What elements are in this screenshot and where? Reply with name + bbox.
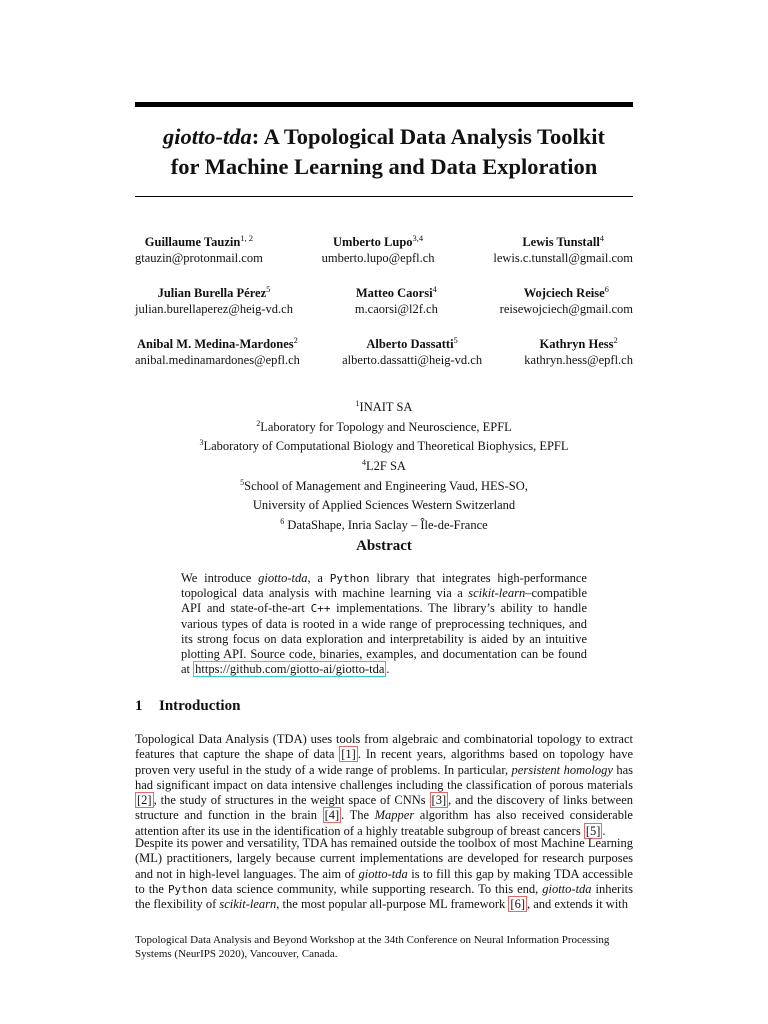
section-heading: 1 Introduction <box>135 698 241 714</box>
title-bottom-rule <box>135 196 633 197</box>
author-email[interactable]: gtauzin@protonmail.com <box>135 251 263 266</box>
citation-link[interactable]: [4] <box>324 808 340 823</box>
paper-title: giotto-tda: A Topological Data Analysis Toolkit for Machine Learning and Data Exploration <box>163 124 605 179</box>
intro-paragraph-1: Topological Data Analysis (TDA) uses tools from algebraic and combinatorial topology to extract features that capture the shape of data [1] . In recent years, algorithms based on topology have proven very useful in the study of a wide range of problems. In particular, persistent homology has had significant impact on data intensive challenges including the classification of porous materials [2] , the study of structures in the weight space of CNNs [3] , and the discovery of links between structure and function in the brain [4] . The Mapper algorithm has also received considerable attention after its use in the identification of a highly treatable subgroup of breast cancers [5] . <box>135 732 633 838</box>
github-link[interactable]: https://github.com/giotto-ai/giotto-tda <box>195 662 385 677</box>
citation-link[interactable]: [5] <box>585 823 601 838</box>
author: Lewis Tunstall$^4$ lewis.c.tunstall@gmail.com <box>493 233 633 266</box>
abstract-heading: Abstract <box>356 538 412 554</box>
affiliations <box>135 396 633 534</box>
author-email[interactable]: lewis.c.tunstall@gmail.com <box>493 251 633 266</box>
author: Kathryn Hess$^2$ kathryn.hess@epfl.ch <box>524 335 633 368</box>
author: Alberto Dassatti$^5$ alberto.dassatti@heig-vd.ch <box>342 335 483 368</box>
abstract-text: We introduce giotto-tda, a Python library that integrates high-performance topological data analysis with machine learning via a scikit-learn–compatible API and state-of-the-art C++ implementations. The library’s ability to handle various types of data is rooted in a wide range of preprocessing techniques, and its strong focus on data exploration and interpretability is aided by an intuitive plotting API. Source code, binaries, examples, and documentation can be found at https://github.com/giotto-ai/giotto-tda . <box>181 571 587 677</box>
author-email[interactable]: m.caorsi@l2f.ch <box>354 302 438 317</box>
author: Umberto Lupo$^{3,4}$ umberto.lupo@epfl.ch <box>321 233 435 266</box>
citation-link[interactable]: [1] <box>341 747 356 762</box>
author-email[interactable]: kathryn.hess@epfl.ch <box>524 353 633 368</box>
author-email[interactable]: alberto.dassatti@heig-vd.ch <box>342 353 483 368</box>
author: Guillaume Tauzin$^{1, 2}$ gtauzin@protonmail.com <box>135 233 263 266</box>
affiliation: $^3$Laboratory of Computational Biology and Theoretical Biophysics, EPFL <box>199 438 569 454</box>
citation-link[interactable]: [6] <box>510 897 525 912</box>
author-block <box>135 230 633 383</box>
author-email[interactable]: reisewojciech@gmail.com <box>499 302 633 317</box>
author: Wojciech Reise$^6$ reisewojciech@gmail.com <box>499 284 633 317</box>
title-library-name: giotto-tda <box>163 124 252 149</box>
author: Anibal M. Medina-Mardones$^2$ anibal.medinamardones@epfl.ch <box>135 335 300 368</box>
author-row <box>135 332 633 383</box>
intro-paragraph-2: Despite its power and versatility, TDA has remained outside the toolbox of most Machine Learning (ML) practitioners, largely because current implementations are developed for research purposes and not in high-level languages. The aim of giotto-tda is to fill this gap by making TDA accessible to the Python data science community, while supporting research. To this end, giotto-tda inherits the flexibility of scikit-learn, the most popular all-purpose ML framework [6] , and extends it with <box>135 836 634 912</box>
title-top-rule <box>135 102 633 107</box>
affiliation: $^6$ DataShape, Inria Saclay – Île-de-France <box>280 516 488 533</box>
author-email[interactable]: julian.burellaperez@heig-vd.ch <box>135 302 293 317</box>
affiliation: $^5$School of Management and Engineering Vaud, HES-SO, <box>240 477 528 493</box>
author-email[interactable]: anibal.medinamardones@epfl.ch <box>135 353 300 368</box>
affiliation: University of Applied Sciences Western Switzerland <box>252 498 516 513</box>
author-email[interactable]: umberto.lupo@epfl.ch <box>321 251 435 266</box>
affiliation: $^2$Laboratory for Topology and Neuroscience, EPFL <box>256 418 512 434</box>
affiliation: $^4$L2F SA <box>362 457 406 474</box>
author: Matteo Caorsi$^4$ m.caorsi@l2f.ch <box>354 284 438 317</box>
citation-link[interactable]: [3] <box>431 793 447 808</box>
author-row <box>135 281 633 332</box>
author-row <box>135 230 633 281</box>
author: Julian Burella Pérez$^5$ julian.burellaperez@heig-vd.ch <box>135 284 293 317</box>
citation-link[interactable]: [2] <box>137 793 152 808</box>
venue-footnote: Topological Data Analysis and Beyond Workshop at the 34th Conference on Neural Information Processing Systems (NeurIPS 2020), Vancouver, Canada. <box>135 934 610 960</box>
affiliation: $^1$INAIT SA <box>355 399 413 415</box>
